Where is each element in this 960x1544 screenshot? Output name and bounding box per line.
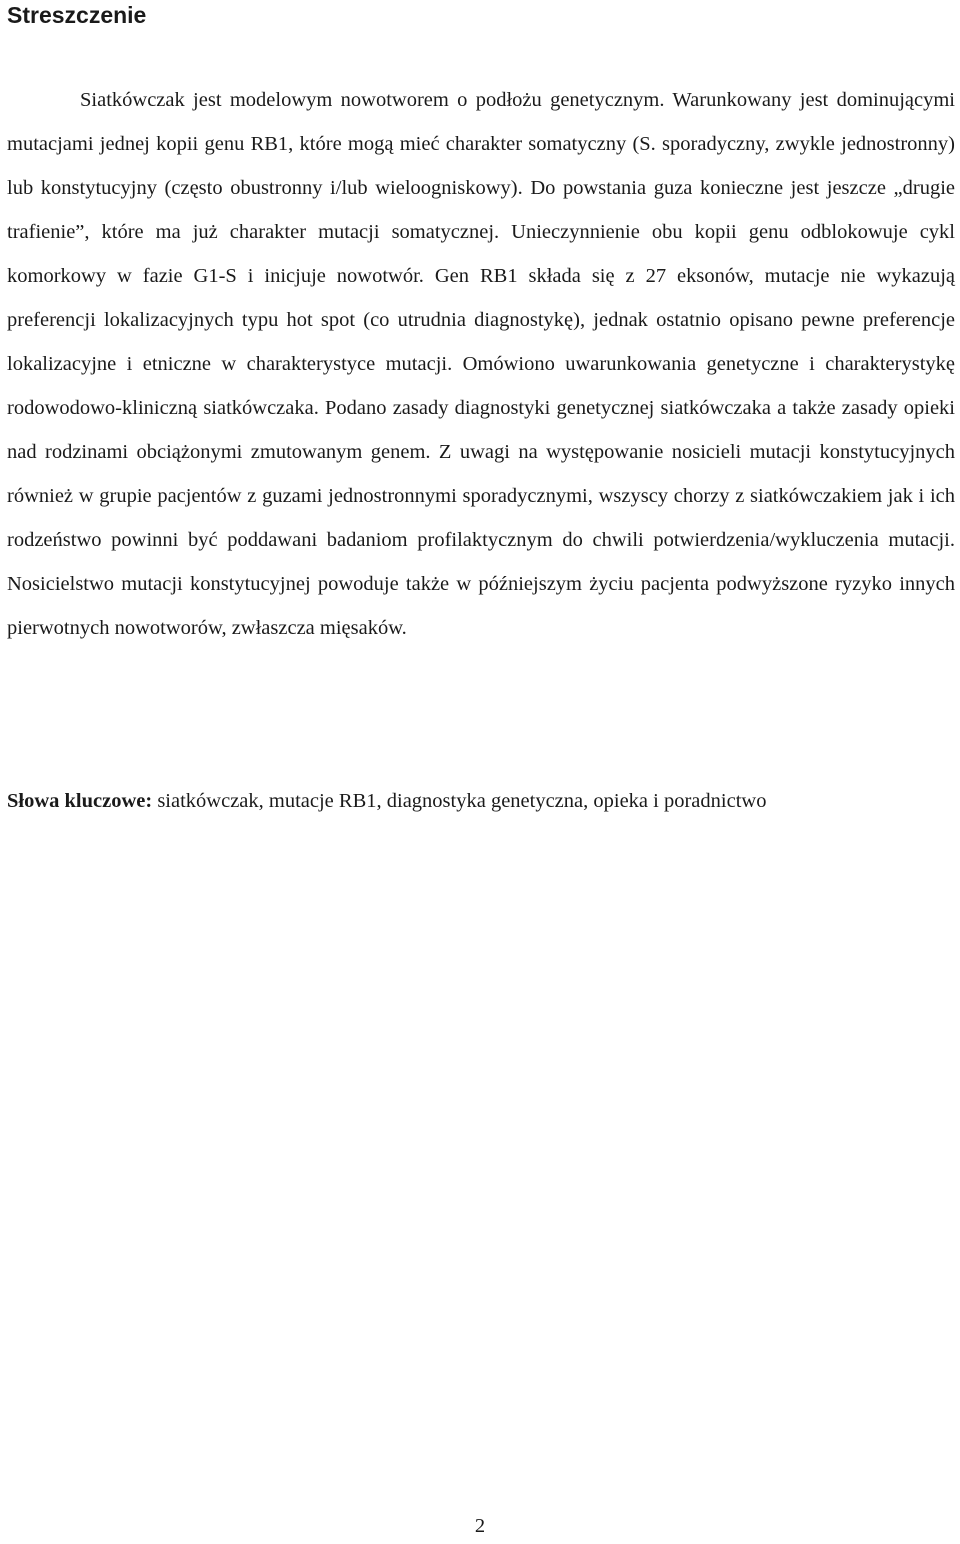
page-heading: Streszczenie xyxy=(7,2,147,28)
keywords-label: Słowa kluczowe: xyxy=(7,790,153,812)
page-number: 2 xyxy=(474,1515,486,1537)
abstract-paragraph: Siatkówczak jest modelowym nowotworem o podłożu genetycznym. Warunkowany jest dominującymi mutacjami jednej kopii genu RB1, które mogą mieć charakter somatyczny (S. sporadyczny, zwykle jednostronny) lub konstytucyjny (często obustronny i/lub wieloogniskowy). Do powstania guza konieczne jest jeszcze „drugie trafienie”, które ma już charakter mutacji somatycznej. Unieczynnienie obu kopii genu odblokowuje cykl komorkowy w fazie G1-S i inicjuje nowotwór. Gen RB1 składa się z 27 eksonów, mutacje nie wykazują preferencji lokalizacyjnych typu hot spot (co utrudnia diagnostykę), jednak ostatnio opisano pewne preferencje lokalizacyjne i etniczne w charakterystyce mutacji. Omówiono uwarunkowania genetyczne i charakterystykę rodowodowo-kliniczną siatkówczaka. Podano zasady diagnostyki genetycznej siatkówczaka a także zasady opieki nad rodzinami obciążonymi zmutowanym genem. Z uwagi na występowanie nosicieli mutacji konstytucyjnych również w grupie pacjentów z guzami jednostronnymi sporadycznymi, wszyscy chorzy z siatkówczakiem jak i ich rodzeństwo powinni być poddawani badaniom profilaktycznym do chwili potwierdzenia/wykluczenia mutacji. Nosicielstwo mutacji konstytucyjnej powoduje także w późniejszym życiu pacjenta podwyższone ryzyko innych pierwotnych nowotworów, zwłaszcza mięsaków. xyxy=(7,89,955,639)
keywords-line xyxy=(7,783,955,819)
keywords-text: siatkówczak, mutacje RB1, diagnostyka genetyczna, opieka i poradnictwo xyxy=(152,790,767,812)
